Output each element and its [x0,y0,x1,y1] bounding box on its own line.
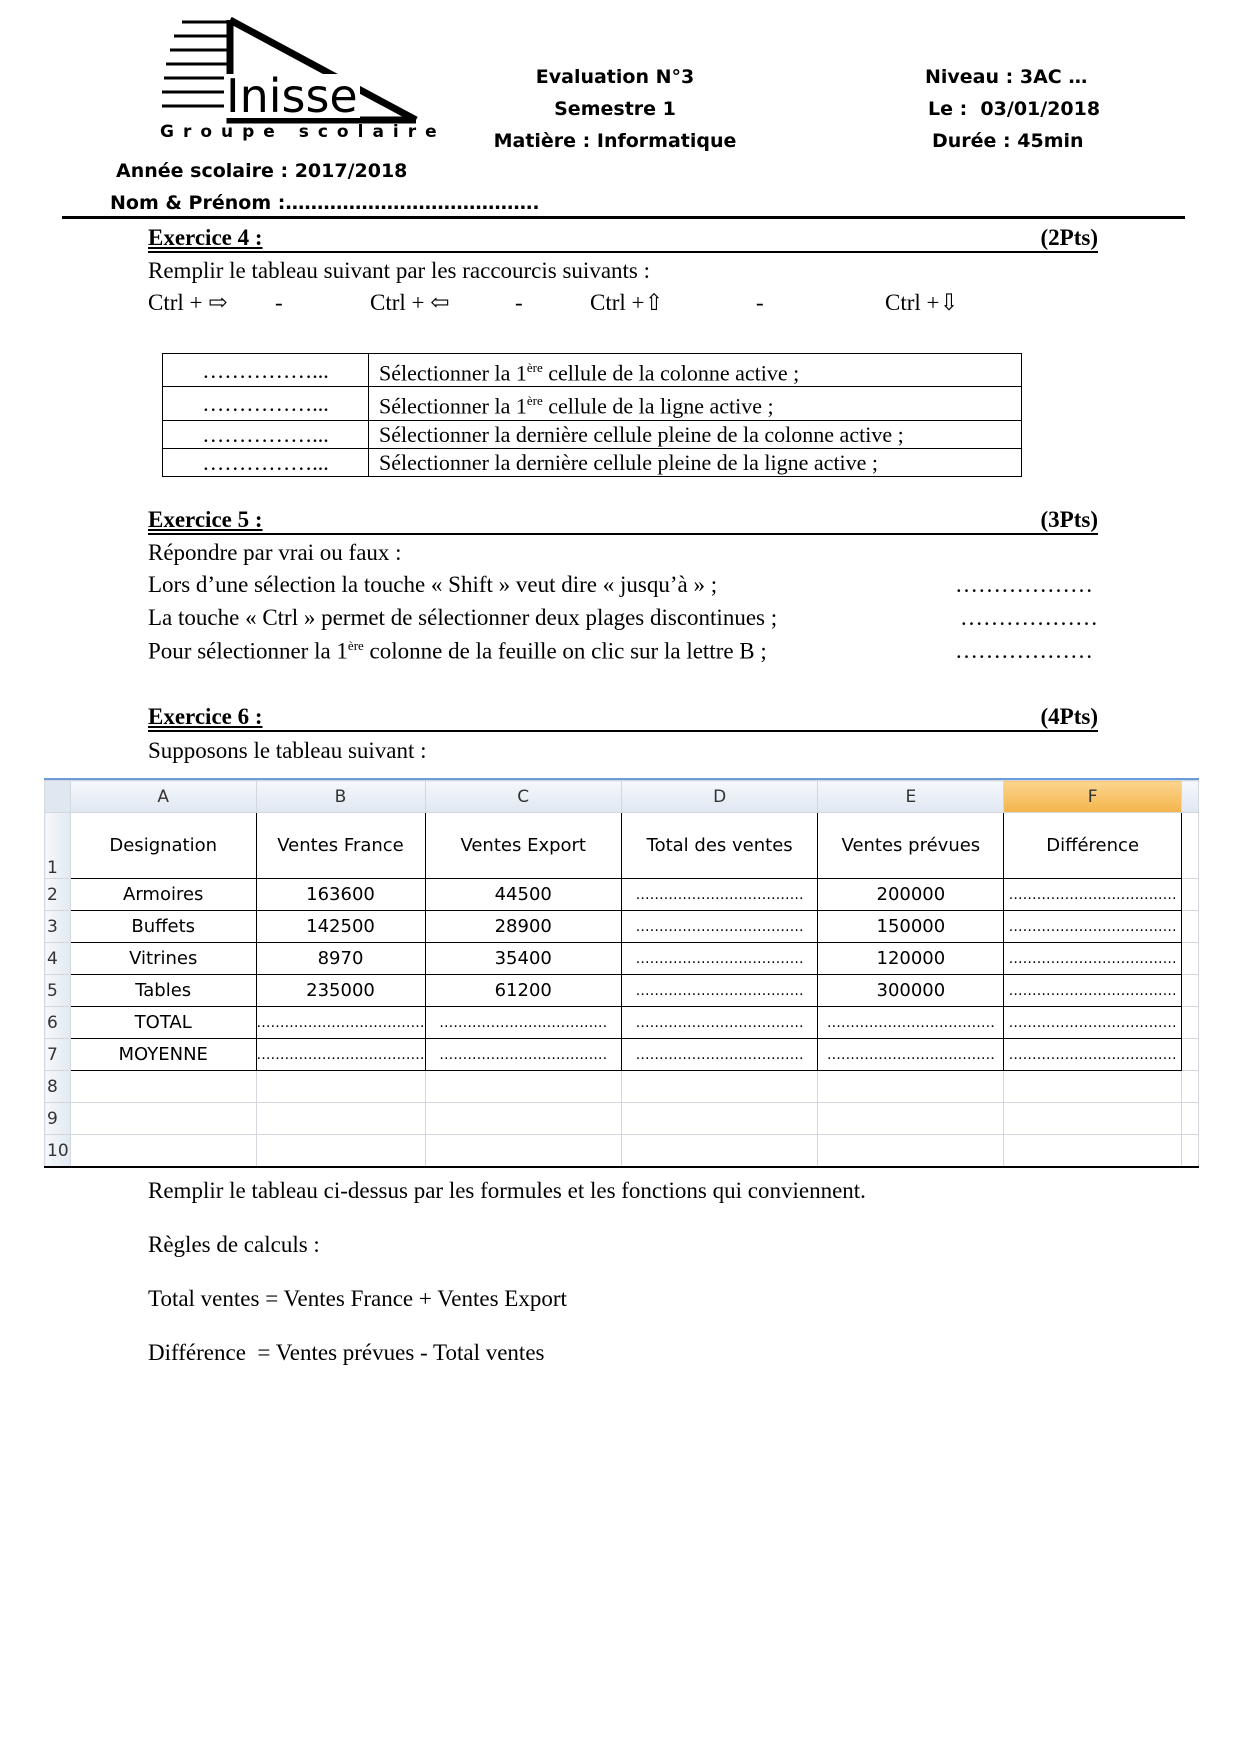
shortcut-up: Ctrl +⇧ [590,290,664,315]
shortcut-left: Ctrl + ⇦ [370,290,450,315]
cell[interactable] [1181,1039,1198,1071]
school-year: Année scolaire : 2017/2018 [116,160,408,182]
shortcut-separator: - [515,290,523,315]
description-cell: Sélectionner la 1ère cellule de la colonne active ; [369,354,1022,387]
exercise-6-label: Exercice 6 : [148,704,263,729]
row-header[interactable]: 2 [45,879,71,911]
subject: Matière : Informatique [493,130,737,152]
table-row [163,420,1022,448]
cell[interactable]: ……………………………… [256,1007,425,1039]
answer-blank-1[interactable]: ……………… [955,572,1093,597]
name-line: Nom & Prénom :…………………………………. [110,192,540,214]
cell[interactable]: 235000 [256,975,425,1007]
question-1: Lors d’une sélection la touche « Shift » veut dire « jusqu’à » ; [148,572,718,597]
cell[interactable] [1181,1135,1198,1167]
cell[interactable] [425,1103,621,1135]
row-header[interactable]: 5 [45,975,71,1007]
shortcut-table [162,353,1022,477]
calculation-rules-title: Règles de calculs : [148,1232,320,1257]
cell[interactable]: ……………………………… [425,1007,621,1039]
cell[interactable]: ……………………………… [1004,1039,1182,1071]
table-row [163,387,1022,420]
cell[interactable]: Vitrines [70,943,256,975]
cell[interactable] [256,1135,425,1167]
row-header[interactable]: 9 [45,1103,71,1135]
cell[interactable]: 163600 [256,879,425,911]
cell[interactable]: 300000 [818,975,1004,1007]
cell[interactable]: ……………………………… [621,1007,817,1039]
table-row [163,354,1022,387]
exercise-6-points: (4Pts) [1040,704,1098,729]
column-header-f[interactable]: F [1004,781,1182,813]
cell[interactable]: 35400 [425,943,621,975]
exercise-6-intro: Supposons le tableau suivant : [148,738,427,763]
exercise-6-title [148,703,1098,732]
cell[interactable] [818,1103,1004,1135]
exercise-4-instruction: Remplir le tableau suivant par les raccourcis suivants : [148,258,651,283]
answer-blank-2[interactable]: ……………… [960,605,1098,630]
header-cell[interactable]: Total des ventes [621,813,817,879]
column-header-d[interactable]: D [621,781,817,813]
row-header[interactable]: 6 [45,1007,71,1039]
description-cell: Sélectionner la dernière cellule pleine de la colonne active ; [369,420,1022,448]
cell[interactable]: 120000 [818,943,1004,975]
cell[interactable] [70,1103,256,1135]
cell[interactable]: Tables [70,975,256,1007]
spreadsheet [44,780,1199,1167]
cell[interactable] [1181,1071,1198,1103]
shortcut-separator: - [275,290,283,315]
table-row [163,448,1022,476]
question-2: La touche « Ctrl » permet de sélectionner deux plages discontinues ; [148,605,778,630]
cell[interactable] [425,1135,621,1167]
cell[interactable]: ……………………………… [621,879,817,911]
cell[interactable]: ……………………………… [425,1039,621,1071]
cell[interactable]: Buffets [70,911,256,943]
header-cell[interactable]: Ventes prévues [818,813,1004,879]
logo-subtitle: Groupe scolaire [160,122,446,142]
question-3: Pour sélectionner la 1ère colonne de la feuille on clic sur la lettre B ; [148,638,767,664]
table-row [45,879,1199,911]
cell[interactable] [1004,1135,1182,1167]
cell[interactable] [818,1135,1004,1167]
cell[interactable]: ……………………………… [621,975,817,1007]
exercise-4-label: Exercice 4 : [148,225,263,250]
duration: Durée : 45min [932,130,1084,152]
cell[interactable] [621,1071,817,1103]
cell[interactable]: ……………………………… [621,1039,817,1071]
cell[interactable]: ……………………………… [1004,911,1182,943]
rule-total: Total ventes = Ventes France + Ventes Export [148,1286,567,1311]
rule-difference: Différence = Ventes prévues - Total ventes [148,1340,545,1365]
row-header[interactable]: 1 [45,813,71,879]
answer-blank[interactable]: ……………... [163,354,369,387]
cell[interactable] [1181,943,1198,975]
cell[interactable]: ……………………………… [1004,975,1182,1007]
column-header-g[interactable] [1181,781,1198,813]
answer-blank[interactable]: ……………... [163,448,369,476]
table-row [45,943,1199,975]
column-header-b[interactable]: B [256,781,425,813]
answer-blank[interactable]: ……………... [163,387,369,420]
cell[interactable] [1181,879,1198,911]
header-cell[interactable]: Designation [70,813,256,879]
cell[interactable] [1004,1071,1182,1103]
cell[interactable] [1181,813,1198,879]
cell[interactable] [256,1103,425,1135]
exercise-5-title [148,506,1098,535]
school-logo [160,14,446,144]
cell[interactable] [621,1103,817,1135]
cell[interactable]: ……………………………… [818,1007,1004,1039]
level: Niveau : 3AC … [925,66,1088,88]
row-header[interactable]: 10 [45,1135,71,1167]
table-row [45,1007,1199,1039]
cell[interactable]: 200000 [818,879,1004,911]
cell[interactable] [1181,1007,1198,1039]
exercise-5-label: Exercice 5 : [148,507,263,532]
spreadsheet-bottom-rule [44,1166,1199,1168]
header-cell[interactable]: Ventes France [256,813,425,879]
cell[interactable]: ……………………………… [1004,943,1182,975]
table-row [45,1039,1199,1071]
shortcut-down: Ctrl +⇩ [885,290,959,315]
cell[interactable] [818,1071,1004,1103]
header-cell[interactable]: Ventes Export [425,813,621,879]
cell[interactable] [621,1135,817,1167]
cell[interactable] [70,1135,256,1167]
exercise-4-title [148,224,1098,253]
cell[interactable]: 142500 [256,911,425,943]
row-header[interactable]: 7 [45,1039,71,1071]
evaluation-number: Evaluation N°3 [535,66,695,88]
cell[interactable]: Armoires [70,879,256,911]
column-header-a[interactable]: A [70,781,256,813]
row-header[interactable]: 4 [45,943,71,975]
cell[interactable]: 150000 [818,911,1004,943]
cell[interactable] [70,1071,256,1103]
cell[interactable] [1181,975,1198,1007]
row-header[interactable]: 3 [45,911,71,943]
cell[interactable]: ……………………………… [818,1039,1004,1071]
row-header[interactable]: 8 [45,1071,71,1103]
cell[interactable] [1181,911,1198,943]
cell[interactable] [256,1071,425,1103]
table-row [45,911,1199,943]
header-rule [62,216,1185,219]
cell[interactable] [1004,1103,1182,1135]
exercise-6-task: Remplir le tableau ci-dessus par les formules et les fonctions qui conviennent. [148,1178,866,1203]
description-cell: Sélectionner la dernière cellule pleine de la ligne active ; [369,448,1022,476]
exercise-5-points: (3Pts) [1040,507,1098,532]
cell[interactable]: ……………………………… [1004,1007,1182,1039]
cell[interactable] [425,1071,621,1103]
shortcut-right: Ctrl + ⇨ [148,290,228,315]
cell[interactable]: 8970 [256,943,425,975]
cell[interactable]: ……………………………… [621,943,817,975]
exercise-5-instruction: Répondre par vrai ou faux : [148,540,402,565]
column-header-e[interactable]: E [818,781,1004,813]
answer-blank-3[interactable]: ……………… [955,638,1093,663]
cell[interactable] [1181,1103,1198,1135]
date: Le : 03/01/2018 [928,98,1101,120]
cell[interactable]: ……………………………… [256,1039,425,1071]
answer-blank[interactable]: ……………... [163,420,369,448]
column-header-c[interactable]: C [425,781,621,813]
cell[interactable]: MOYENNE [70,1039,256,1071]
cell[interactable]: ……………………………… [621,911,817,943]
cell[interactable]: 61200 [425,975,621,1007]
cell[interactable]: 44500 [425,879,621,911]
cell[interactable]: 28900 [425,911,621,943]
semester: Semestre 1 [554,98,676,120]
table-row [45,975,1199,1007]
exercise-4-points: (2Pts) [1040,225,1098,250]
select-all-corner[interactable] [45,781,71,813]
description-cell: Sélectionner la 1ère cellule de la ligne active ; [369,387,1022,420]
shortcut-separator: - [756,290,764,315]
logo-name: Inisse [226,69,358,123]
cell[interactable]: ……………………………… [1004,879,1182,911]
cell[interactable]: TOTAL [70,1007,256,1039]
header-cell[interactable]: Différence [1004,813,1182,879]
